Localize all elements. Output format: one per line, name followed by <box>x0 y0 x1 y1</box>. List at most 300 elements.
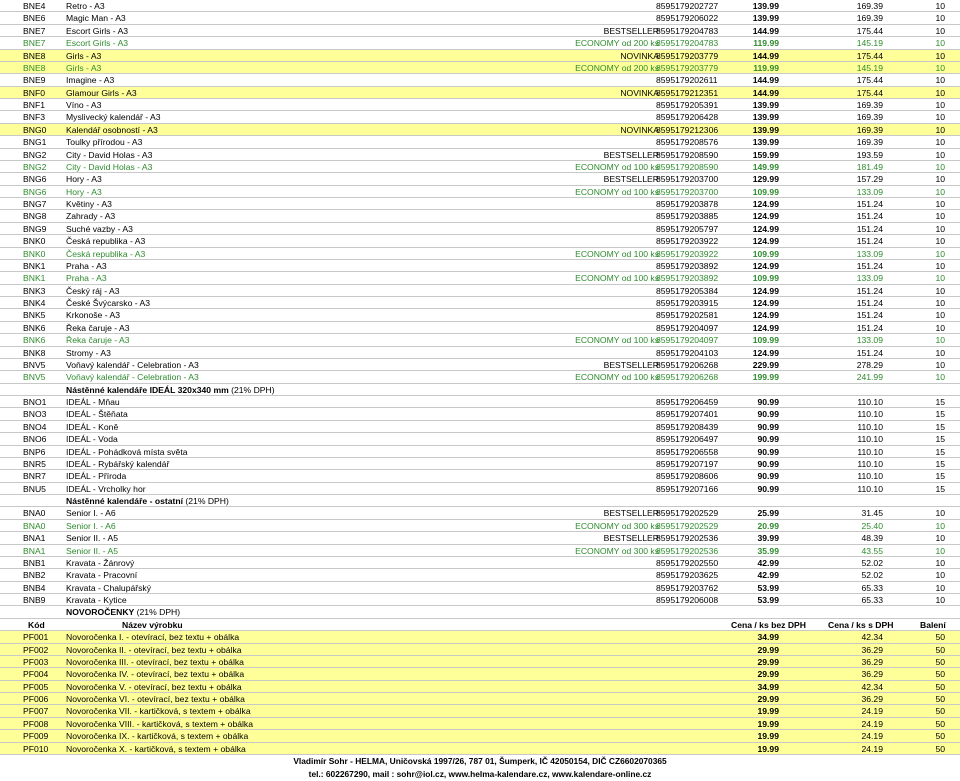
package-quantity: 10 <box>935 248 945 259</box>
product-name: City - David Holas - A3 <box>66 161 153 172</box>
section-title <box>66 495 229 507</box>
price-with-vat: 193.59 <box>856 149 883 160</box>
product-note: NOVINKA <box>620 50 659 61</box>
product-ean: 8595179203779 <box>656 62 719 73</box>
column-header-price-with-vat: Cena / ks s DPH <box>828 619 894 630</box>
product-code: BNG6 <box>23 174 47 185</box>
product-name: IDEÁL - Příroda <box>66 471 127 482</box>
price-with-vat: 24.19 <box>861 706 883 717</box>
product-code: BNK4 <box>23 298 46 308</box>
price-with-vat: 175.44 <box>856 25 883 36</box>
product-name: Kalendář osobností - A3 <box>66 124 158 135</box>
package-quantity: 50 <box>935 743 945 754</box>
product-code: BNE7 <box>23 25 46 36</box>
table-row <box>0 12 960 24</box>
table-row <box>0 347 960 359</box>
table-row <box>0 433 960 445</box>
table-row <box>0 74 960 86</box>
product-note: ECONOMY od 300 ks <box>575 545 659 556</box>
product-name: Řeka čaruje - A3 <box>66 322 130 333</box>
table-row <box>0 198 960 210</box>
package-quantity: 10 <box>935 322 945 333</box>
table-row <box>0 421 960 433</box>
price-without-vat: 139.99 <box>752 124 779 135</box>
product-code: BNA1 <box>23 533 46 544</box>
package-quantity: 10 <box>935 310 945 321</box>
product-name: Novoročenka IV. - otevírací, bez textu + obálka <box>66 669 245 680</box>
table-row <box>0 285 960 297</box>
table-row <box>0 272 960 284</box>
product-ean: 8595179203922 <box>656 236 719 247</box>
product-code: PF003 <box>23 656 49 667</box>
price-without-vat: 139.99 <box>752 13 779 24</box>
price-without-vat: 139.99 <box>752 100 779 110</box>
product-code: BNV5 <box>23 359 46 370</box>
section-title-bold: NOVOROČENKY <box>66 607 135 618</box>
section-title <box>66 384 275 396</box>
product-name: Novoročenka VII. - kartičková, s textem + obálka <box>66 706 251 717</box>
table-row <box>0 631 960 643</box>
product-ean: 8595179212351 <box>656 87 719 98</box>
section-vat-note: (21% DPH) <box>228 384 275 395</box>
table-row <box>0 668 960 680</box>
product-ean: 8595179203878 <box>656 199 719 209</box>
product-ean: 8595179206022 <box>656 13 719 24</box>
price-without-vat: 29.99 <box>757 644 779 655</box>
price-with-vat: 151.24 <box>856 260 883 271</box>
table-row <box>0 743 960 755</box>
product-ean: 8595179202529 <box>656 508 719 519</box>
price-with-vat: 151.24 <box>856 236 883 247</box>
price-without-vat: 29.99 <box>757 694 779 704</box>
package-quantity: 10 <box>935 347 945 358</box>
price-with-vat: 133.09 <box>856 273 883 284</box>
package-quantity: 10 <box>935 161 945 172</box>
price-without-vat: 19.99 <box>757 718 779 729</box>
product-name: IDEÁL - Koně <box>66 421 119 432</box>
package-quantity: 10 <box>935 520 945 531</box>
price-with-vat: 43.55 <box>861 545 883 556</box>
product-code: BNO4 <box>23 421 47 432</box>
product-name: City - David Holas - A3 <box>66 149 153 160</box>
product-name: Řeka čaruje - A3 <box>66 335 130 346</box>
product-note: ECONOMY od 200 ks <box>575 62 659 73</box>
product-ean: 8595179204103 <box>656 347 719 358</box>
price-with-vat: 241.99 <box>856 372 883 383</box>
product-ean: 8595179203762 <box>656 582 719 593</box>
product-code: BNE9 <box>23 75 46 86</box>
section-header-row <box>0 495 960 507</box>
product-ean: 8595179203625 <box>656 570 719 581</box>
product-ean: 8595179203892 <box>656 260 719 271</box>
price-with-vat: 145.19 <box>856 62 883 73</box>
table-row <box>0 594 960 606</box>
product-ean: 8595179205391 <box>656 100 719 110</box>
table-row <box>0 532 960 544</box>
product-note: ECONOMY od 100 ks <box>575 248 659 259</box>
product-name: České Švýcarsko - A3 <box>66 298 151 308</box>
price-without-vat: 42.99 <box>757 570 779 581</box>
product-code: BNK0 <box>23 236 46 247</box>
product-name: Novoročenka I. - otevírací, bez textu + obálka <box>66 632 240 643</box>
price-with-vat: 36.29 <box>861 644 883 655</box>
column-header-row <box>0 619 960 631</box>
price-with-vat: 110.10 <box>857 471 883 482</box>
product-ean: 8595179206428 <box>656 112 719 123</box>
product-ean: 8595179206008 <box>656 595 719 605</box>
product-code: PF009 <box>23 731 49 742</box>
product-ean: 8595179204783 <box>656 25 719 36</box>
price-without-vat: 109.99 <box>752 335 779 346</box>
section-vat-note: (21% DPH) <box>183 496 229 506</box>
product-ean: 8595179203700 <box>656 186 719 197</box>
package-quantity: 10 <box>935 137 945 148</box>
package-quantity: 15 <box>935 397 945 407</box>
product-code: BNF3 <box>23 112 45 123</box>
package-quantity: 10 <box>935 298 945 308</box>
product-name: Kravata - Kytice <box>66 595 127 605</box>
product-ean: 8595179208590 <box>656 149 719 160</box>
table-row <box>0 446 960 458</box>
product-code: BNG2 <box>23 149 47 160</box>
section-title-bold: Nástěnné kalendáře - ostatní <box>66 496 184 506</box>
table-row <box>0 235 960 247</box>
product-code: BNE7 <box>23 38 46 49</box>
table-row <box>0 334 960 346</box>
product-code: BNF0 <box>23 87 45 98</box>
price-with-vat: 169.39 <box>856 124 883 135</box>
product-ean: 8595179205797 <box>656 223 719 234</box>
price-without-vat: 129.99 <box>752 174 779 185</box>
product-ean: 8595179203885 <box>656 211 719 222</box>
table-row <box>0 161 960 173</box>
product-name: Praha - A3 <box>66 273 107 284</box>
product-name: Česká republika - A3 <box>66 248 146 259</box>
product-note: BESTSELLER <box>603 533 659 544</box>
product-code: BNK0 <box>23 248 46 259</box>
package-quantity: 10 <box>935 223 945 234</box>
product-code: BNG2 <box>23 161 47 172</box>
product-note: ECONOMY od 100 ks <box>575 161 659 172</box>
price-without-vat: 124.99 <box>752 322 779 333</box>
package-quantity: 15 <box>935 458 945 469</box>
table-row <box>0 545 960 557</box>
price-without-vat: 90.99 <box>757 397 779 407</box>
price-with-vat: 25.40 <box>861 520 883 531</box>
package-quantity: 10 <box>935 557 945 568</box>
price-without-vat: 144.99 <box>752 50 779 61</box>
price-without-vat: 109.99 <box>752 186 779 197</box>
table-row <box>0 111 960 123</box>
product-ean: 8595179203700 <box>656 174 719 185</box>
product-note: BESTSELLER <box>603 149 659 160</box>
section-vat-note: (21% DPH) <box>134 607 181 618</box>
package-quantity: 10 <box>935 174 945 185</box>
product-name: Girls - A3 <box>66 62 102 73</box>
package-quantity: 50 <box>935 656 945 667</box>
product-code: BNO1 <box>23 397 47 407</box>
product-ean: 8595179203915 <box>656 298 719 308</box>
price-without-vat: 199.99 <box>752 372 779 383</box>
table-row <box>0 248 960 260</box>
package-quantity: 10 <box>935 112 945 123</box>
table-row <box>0 173 960 185</box>
package-quantity: 10 <box>935 199 945 209</box>
price-with-vat: 133.09 <box>856 186 883 197</box>
package-quantity: 50 <box>935 644 945 655</box>
price-with-vat: 133.09 <box>856 248 883 259</box>
table-row <box>0 582 960 594</box>
product-code: BNK6 <box>23 335 46 346</box>
table-row <box>0 99 960 111</box>
price-with-vat: 169.39 <box>856 137 883 148</box>
product-name: Kravata - Chalupářský <box>66 582 152 593</box>
price-with-vat: 110.10 <box>857 446 883 457</box>
product-name: Český ráj - A3 <box>66 285 120 296</box>
price-with-vat: 151.24 <box>856 298 883 308</box>
table-row <box>0 0 960 12</box>
table-row <box>0 87 960 99</box>
table-row <box>0 656 960 668</box>
price-without-vat: 119.99 <box>753 38 779 49</box>
price-with-vat: 24.19 <box>861 743 883 754</box>
price-with-vat: 36.29 <box>861 656 883 667</box>
product-code: BNK1 <box>23 273 46 284</box>
table-row <box>0 37 960 49</box>
product-ean: 8595179203922 <box>656 248 719 259</box>
product-ean: 8595179203779 <box>656 50 719 61</box>
package-quantity: 10 <box>935 335 945 346</box>
price-without-vat: 19.99 <box>757 731 779 742</box>
price-without-vat: 124.99 <box>752 211 779 222</box>
price-with-vat: 151.24 <box>856 310 883 321</box>
price-without-vat: 39.99 <box>757 533 779 544</box>
product-name: IDEÁL - Rybářský kalendář <box>66 458 170 469</box>
price-without-vat: 90.99 <box>757 471 779 482</box>
package-quantity: 10 <box>935 533 945 544</box>
product-ean: 8595179202581 <box>656 310 719 321</box>
product-code: BNE6 <box>23 13 46 24</box>
product-code: BNK8 <box>23 347 46 358</box>
price-without-vat: 124.99 <box>752 223 779 234</box>
price-without-vat: 29.99 <box>757 669 779 680</box>
product-ean: 8595179202727 <box>656 1 719 11</box>
product-note: ECONOMY od 100 ks <box>575 335 659 346</box>
product-name: Senior I. - A6 <box>66 520 116 531</box>
product-name: Víno - A3 <box>66 100 102 110</box>
product-ean: 8595179206459 <box>656 397 719 407</box>
package-quantity: 10 <box>935 1 945 11</box>
product-ean: 8595179204097 <box>656 335 719 346</box>
price-without-vat: 42.99 <box>757 557 779 568</box>
product-name: Praha - A3 <box>66 260 107 271</box>
footer-contact: tel.: 602267290, mail : sohr@iol.cz, www.helma-kalendare.cz, www.kalendare-online.cz <box>308 769 652 779</box>
price-with-vat: 151.24 <box>856 211 883 222</box>
section-header-row <box>0 606 960 618</box>
price-with-vat: 169.39 <box>856 100 883 110</box>
product-note: BESTSELLER <box>603 508 659 519</box>
price-with-vat: 110.10 <box>857 483 883 494</box>
price-without-vat: 144.99 <box>752 75 779 86</box>
table-row <box>0 25 960 37</box>
package-quantity: 10 <box>935 186 945 197</box>
package-quantity: 10 <box>935 273 945 284</box>
product-code: BNA0 <box>23 520 46 531</box>
product-name: Imagine - A3 <box>66 75 115 86</box>
product-code: BNK1 <box>23 260 46 271</box>
product-note: BESTSELLER <box>603 25 659 36</box>
price-with-vat: 175.44 <box>856 87 883 98</box>
product-name: IDEÁL - Štěňata <box>66 409 128 420</box>
product-code: BNR5 <box>23 458 46 469</box>
price-without-vat: 119.99 <box>753 62 779 73</box>
product-name: Glamour Girls - A3 <box>66 87 137 98</box>
product-code: PF007 <box>23 706 49 717</box>
product-ean: 8595179208576 <box>656 137 719 148</box>
product-code: PF002 <box>23 644 49 655</box>
product-ean: 8595179207166 <box>656 483 719 494</box>
product-code: BNA1 <box>23 545 46 556</box>
price-without-vat: 53.99 <box>757 595 779 605</box>
product-name: Senior II. - A5 <box>66 545 119 556</box>
price-without-vat: 90.99 <box>757 446 779 457</box>
table-row <box>0 681 960 693</box>
product-name: Senior I. - A6 <box>66 508 116 519</box>
product-note: ECONOMY od 100 ks <box>575 186 659 197</box>
product-ean: 8595179204097 <box>656 322 719 333</box>
price-with-vat: 151.24 <box>856 347 883 358</box>
product-code: BNR7 <box>23 471 46 482</box>
table-row <box>0 470 960 482</box>
product-name: Senior II. - A5 <box>66 533 119 544</box>
product-code: PF010 <box>23 743 49 754</box>
product-note: ECONOMY od 300 ks <box>575 520 659 531</box>
table-row <box>0 718 960 730</box>
product-code: BNG1 <box>23 137 47 148</box>
table-row <box>0 309 960 321</box>
package-quantity: 15 <box>935 483 945 494</box>
price-with-vat: 151.24 <box>856 322 883 333</box>
price-without-vat: 19.99 <box>757 743 779 754</box>
table-row <box>0 149 960 161</box>
table-row <box>0 62 960 74</box>
product-code: BNE8 <box>23 50 46 61</box>
price-without-vat: 229.99 <box>752 359 779 370</box>
package-quantity: 15 <box>935 409 945 420</box>
product-name: Zahrady - A3 <box>66 211 116 222</box>
price-with-vat: 145.19 <box>856 38 883 49</box>
price-without-vat: 25.99 <box>757 508 779 519</box>
package-quantity: 10 <box>935 50 945 61</box>
price-with-vat: 31.45 <box>861 508 883 519</box>
table-row <box>0 408 960 420</box>
price-with-vat: 24.19 <box>861 731 883 742</box>
product-ean: 8595179207401 <box>656 409 719 420</box>
product-code: BNK3 <box>23 285 46 296</box>
price-with-vat: 42.34 <box>861 632 883 643</box>
price-with-vat: 278.29 <box>856 359 883 370</box>
product-code: PF005 <box>23 681 49 692</box>
price-without-vat: 109.99 <box>752 248 779 259</box>
section-title <box>66 606 180 618</box>
price-with-vat: 24.19 <box>861 718 883 729</box>
table-row <box>0 371 960 383</box>
package-quantity: 10 <box>935 582 945 593</box>
table-row <box>0 210 960 222</box>
price-without-vat: 35.99 <box>757 545 779 556</box>
product-name: IDEÁL - Vrcholky hor <box>66 483 146 494</box>
product-code: BNG9 <box>23 223 47 234</box>
product-code: BNG6 <box>23 186 47 197</box>
product-ean: 8595179208606 <box>656 471 719 482</box>
price-without-vat: 124.99 <box>752 260 779 271</box>
price-with-vat: 42.34 <box>861 681 883 692</box>
price-without-vat: 34.99 <box>757 681 779 692</box>
product-code: PF001 <box>23 632 49 643</box>
table-row <box>0 569 960 581</box>
price-with-vat: 169.39 <box>856 13 883 24</box>
price-with-vat: 65.33 <box>861 582 883 593</box>
product-name: IDEÁL - Voda <box>66 434 118 445</box>
price-with-vat: 65.33 <box>861 595 883 605</box>
product-name: Retro - A3 <box>66 1 105 11</box>
price-with-vat: 181.49 <box>856 161 883 172</box>
table-row <box>0 260 960 272</box>
package-quantity: 50 <box>935 669 945 680</box>
product-ean: 8595179202611 <box>656 75 718 86</box>
price-with-vat: 169.39 <box>856 1 883 11</box>
product-ean: 8595179203892 <box>656 273 719 284</box>
product-name: Girls - A3 <box>66 50 102 61</box>
product-note: NOVINKA <box>620 87 659 98</box>
product-code: BNG8 <box>23 211 47 222</box>
price-without-vat: 19.99 <box>757 706 779 717</box>
product-name: Escort Girls - A3 <box>66 25 129 36</box>
price-with-vat: 151.24 <box>856 199 883 209</box>
package-quantity: 10 <box>935 13 945 24</box>
price-without-vat: 124.99 <box>752 347 779 358</box>
package-quantity: 50 <box>935 694 945 704</box>
price-without-vat: 90.99 <box>757 409 779 420</box>
product-name: IDEÁL - Mňau <box>66 397 120 407</box>
product-code: BNP6 <box>23 446 46 457</box>
product-code: BNU5 <box>23 483 46 494</box>
footer-address: Vladimír Sohr - HELMA, Uničovská 1997/26, 787 01, Šumperk, IČ 42050154, DIČ CZ6602070365 <box>293 756 667 766</box>
product-note: ECONOMY od 200 ks <box>575 38 659 49</box>
price-with-vat: 110.10 <box>857 421 883 432</box>
package-quantity: 10 <box>935 38 945 49</box>
product-code: PF008 <box>23 718 49 729</box>
price-with-vat: 175.44 <box>856 50 883 61</box>
product-code: BNB1 <box>23 557 46 568</box>
table-row <box>0 693 960 705</box>
column-header-name: Název výrobku <box>122 619 183 630</box>
product-code: BNG0 <box>23 124 47 135</box>
product-ean: 8595179208439 <box>656 421 719 432</box>
product-name: Hory - A3 <box>66 174 102 185</box>
product-name: Escort Girls - A3 <box>66 38 129 49</box>
product-name: Novoročenka IX. - kartičková, s textem + obálka <box>66 731 249 742</box>
product-name: Voňavý kalendář - Celebration - A3 <box>66 359 199 370</box>
price-with-vat: 157.29 <box>856 174 883 185</box>
package-quantity: 50 <box>935 731 945 742</box>
product-code: BNO6 <box>23 434 47 445</box>
price-without-vat: 124.99 <box>752 236 779 247</box>
package-quantity: 10 <box>935 75 945 86</box>
price-without-vat: 109.99 <box>752 273 779 284</box>
product-ean: 8595179202550 <box>656 557 719 568</box>
package-quantity: 10 <box>935 236 945 247</box>
